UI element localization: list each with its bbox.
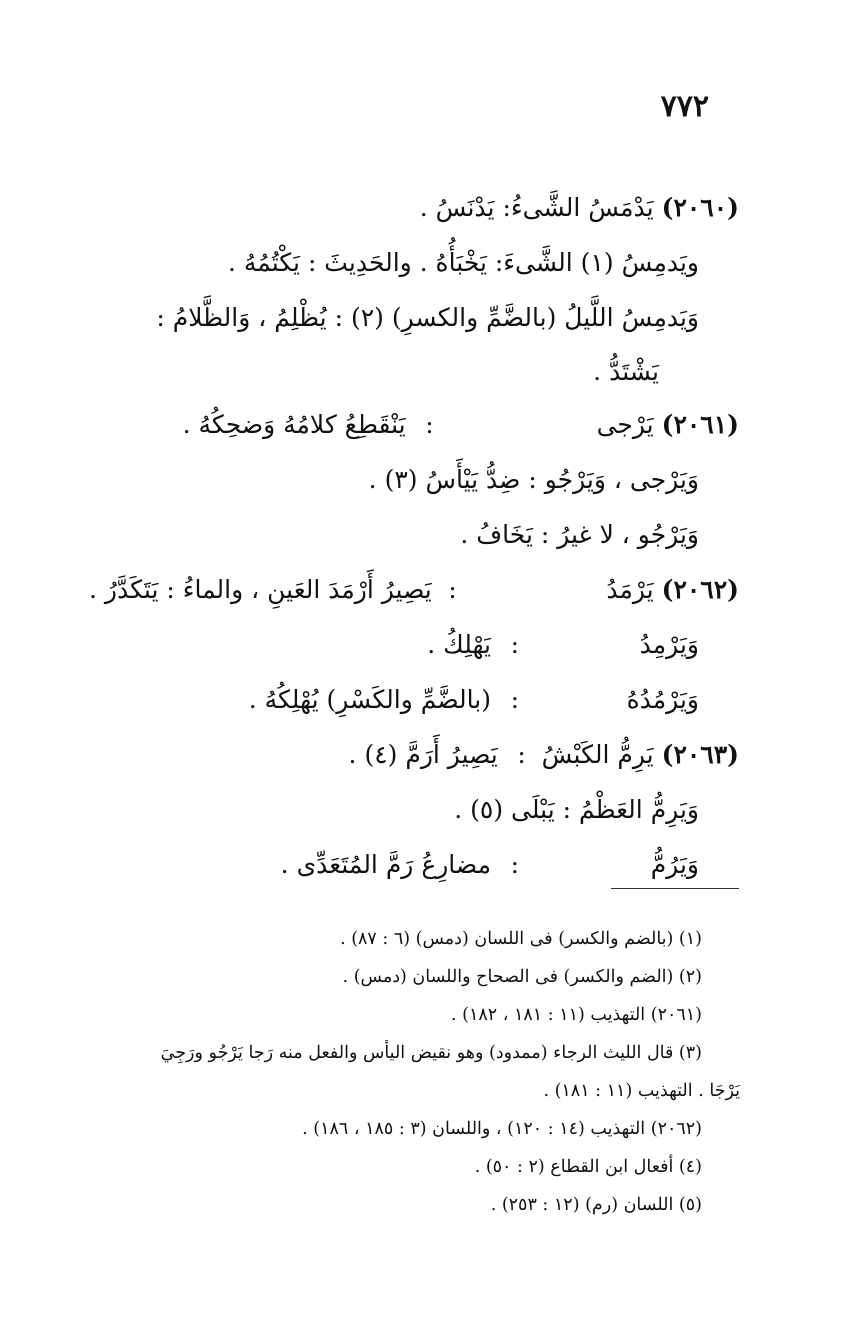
page-number: ٧٧٢	[660, 89, 709, 124]
footnote: (٣) قال الليث الرجاء (ممدود) وهو نقيض اليأس والفعل منه رَجا يَرْجُو ورَجِيَ	[160, 1043, 702, 1063]
entry-line	[89, 507, 739, 562]
entry-line	[89, 727, 739, 782]
entry-definition: يَنْقَطِعُ كلامُهُ وَضحِكُهُ .	[182, 410, 406, 439]
entry-line	[89, 397, 739, 452]
entry-definition: يَهْلِكُ .	[427, 630, 491, 659]
footnote: (٥) اللسان (رم) (١٢ : ٢٥٣) .	[490, 1195, 702, 1215]
entry-definition: يَصِيرُ أَرْمَدَ العَينِ ، والماءُ : يَتَكَدَّرُ .	[89, 575, 432, 604]
entry-headword: وَيَرْمُدُهُ	[626, 685, 699, 714]
entry-headword: وَيَرْمِدُ	[639, 630, 699, 659]
entry-line	[89, 837, 739, 892]
entry-line	[89, 617, 739, 672]
entry-text: وَيَرِمُّ العَظْمُ : يَبْلَى (٥) .	[454, 795, 699, 824]
entry-text: يَدْمَسُ الشَّىءُ: يَدْنَسُ .	[419, 193, 654, 222]
entry-colon: :	[448, 575, 457, 604]
entry-line	[89, 452, 739, 507]
entry-number: (٢٠٦٠)	[661, 193, 739, 222]
entry-definition: يَصِيرُ أَرَمَّ (٤) .	[348, 740, 498, 769]
entry-line	[89, 562, 739, 617]
footnotes	[62, 920, 740, 1224]
entry-line	[89, 782, 739, 837]
entry-line	[89, 235, 739, 290]
entry-number: (٢٠٦٣)	[661, 740, 739, 769]
dictionary-entries	[89, 180, 739, 892]
footnote: (٤) أفعال ابن القطاع (٢ : ٥٠) .	[474, 1157, 702, 1177]
entry-text: ويَدمِسُ (١) الشَّىءَ: يَخْبَأُهُ . والحَدِيثَ : يَكْتُمُهُ .	[227, 248, 699, 277]
entry-text: وَيَرْجى ، وَيَرْجُو : ضِدُّ يَيْأَسُ (٣) .	[368, 465, 699, 494]
footnote: (٢٠٦٢) التهذيب (١٤ : ١٢٠) ، واللسان (٣ : ١٨٥ ، ١٨٦) .	[302, 1119, 702, 1139]
footnote-continuation: يَرْجَا . التهذيب (١١ : ١٨١) .	[543, 1081, 740, 1101]
entry-text: وَيَدمِسُ اللَّيلُ (بالضَّمِّ والكسرِ) (٢) : يُظْلِمُ ، وَالظَّلامُ :	[156, 303, 699, 332]
entry-headword: وَيَرُمُّ	[650, 850, 699, 879]
footnote: (٢٠٦١) التهذيب (١١ : ١٨١ ، ١٨٢) .	[451, 1005, 702, 1025]
footnote: (٢) (الضم والكسر) فى الصحاح واللسان (دمس) .	[342, 967, 702, 987]
entry-colon: :	[425, 410, 434, 439]
entry-colon: :	[517, 740, 526, 769]
entry-colon: :	[510, 630, 519, 659]
entry-number: (٢٠٦١)	[661, 410, 739, 439]
entry-line	[89, 345, 739, 397]
entry-number: (٢٠٦٢)	[661, 575, 739, 604]
entry-definition: (بالضَّمِّ والكَسْرِ) يُهْلِكُهُ .	[248, 685, 491, 714]
entry-line	[89, 180, 739, 235]
entry-headword: يَرِمُّ الكَبْشُ	[541, 740, 654, 769]
entry-line	[89, 672, 739, 727]
entry-text: يَشْتَدُّ .	[593, 356, 659, 386]
entry-colon: :	[510, 685, 519, 714]
entry-headword: يَرْجى	[596, 410, 654, 439]
footnote-separator	[611, 888, 739, 889]
entry-colon: :	[510, 850, 519, 879]
entry-definition: مضارِعُ رَمَّ المُتَعَدِّى .	[280, 850, 491, 879]
footnote: (١) (بالضم والكسر) فى اللسان (دمس) (٦ : ٨٧) .	[340, 929, 702, 949]
entry-line	[89, 290, 739, 345]
entry-text: وَيَرْجُو ، لا غيرُ : يَخَافُ .	[460, 520, 699, 549]
entry-headword: يَرْمَدُ	[606, 575, 654, 604]
